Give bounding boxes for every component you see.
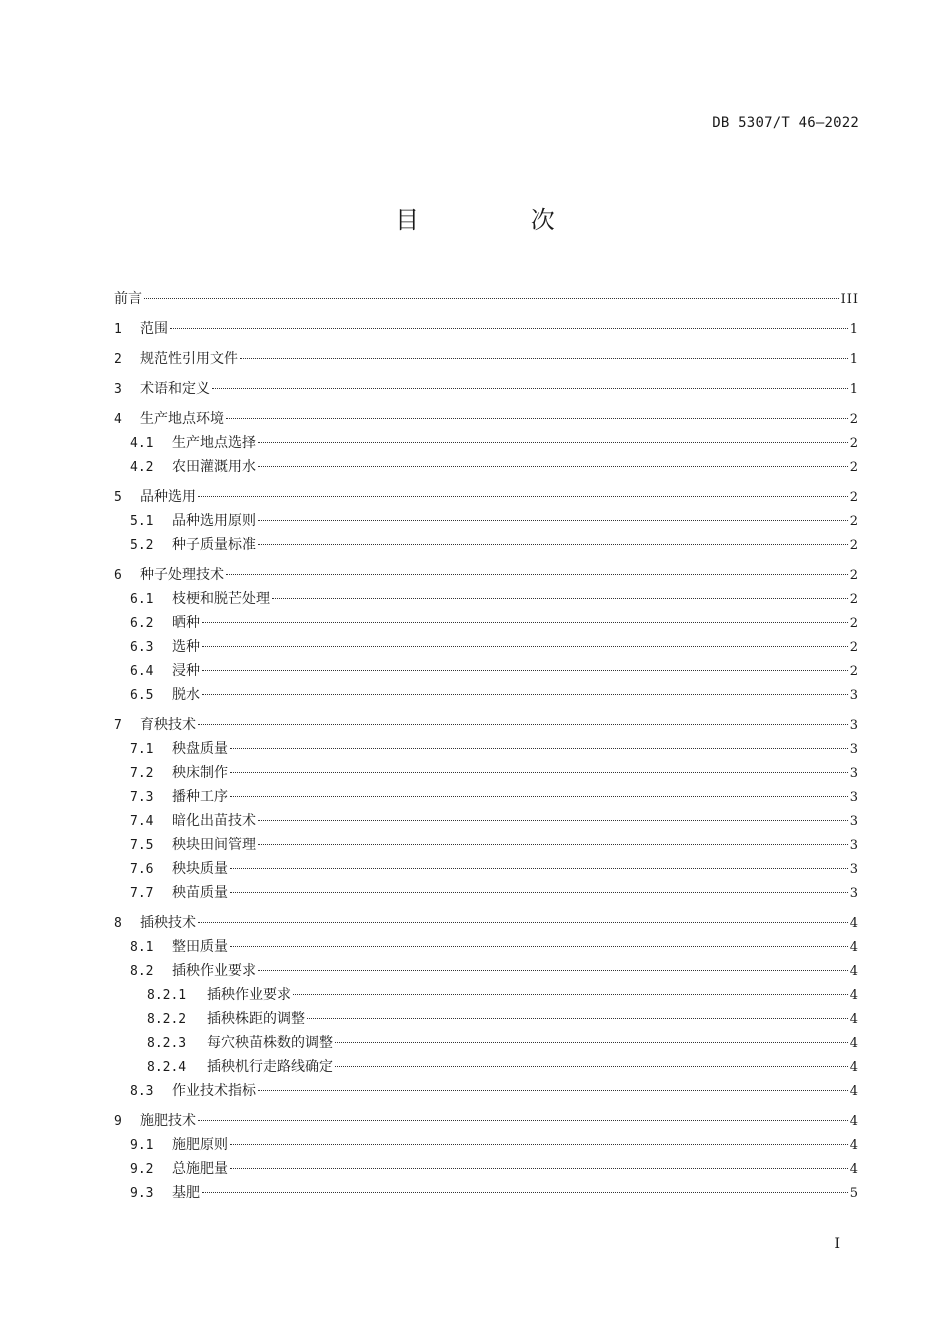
toc-entry[interactable]: [114, 881, 859, 905]
toc-entry[interactable]: [114, 785, 859, 809]
toc-dot-leader: [258, 442, 848, 443]
toc-entry[interactable]: [114, 659, 859, 683]
toc-entry-number: 3: [114, 382, 122, 397]
toc-entry-number: 8.1: [130, 940, 154, 955]
toc-entry-label: 前言: [114, 291, 142, 307]
toc-entry-label: 作业技术指标: [172, 1083, 256, 1099]
toc-dot-leader: [170, 328, 848, 329]
toc-entry-number: 1: [114, 322, 122, 337]
toc-entry-number: 7.1: [130, 742, 154, 757]
toc-entry-label: 品种选用原则: [172, 513, 256, 529]
toc-entry-page: 4: [849, 1162, 859, 1177]
toc-dot-leader: [258, 970, 848, 971]
toc-entry-label: 范围: [140, 321, 168, 337]
toc-entry[interactable]: [114, 1055, 859, 1079]
toc-entry-label: 秧块田间管理: [172, 837, 256, 853]
toc-entry[interactable]: [114, 857, 859, 881]
toc-entry-label: 育秧技术: [140, 717, 196, 733]
toc-dot-leader: [230, 868, 848, 869]
toc-dot-leader: [202, 694, 848, 695]
toc-entry-page: 1: [849, 382, 859, 397]
toc-entry-page: 2: [849, 640, 859, 655]
toc-entry[interactable]: [114, 737, 859, 761]
toc-entry[interactable]: [114, 431, 859, 455]
toc-entry-label: 浸种: [172, 663, 200, 679]
toc-entry-page: 1: [849, 322, 859, 337]
toc-entry-label: 脱水: [172, 687, 200, 703]
toc-entry[interactable]: [114, 935, 859, 959]
toc-entry[interactable]: [114, 485, 859, 509]
toc-entry-page: 4: [849, 916, 859, 931]
toc-entry-number: 9: [114, 1114, 122, 1129]
toc-entry-label: 整田质量: [172, 939, 228, 955]
toc-entry-page: 2: [849, 664, 859, 679]
toc-dot-leader: [198, 922, 848, 923]
toc-dot-leader: [230, 1144, 848, 1145]
toc-entry[interactable]: [114, 347, 859, 371]
toc-entry-page: 3: [849, 718, 859, 733]
toc-entry[interactable]: [114, 455, 859, 479]
toc-entry-page: 3: [849, 862, 859, 877]
toc-entry[interactable]: [114, 713, 859, 737]
toc-entry-label: 暗化出苗技术: [172, 813, 256, 829]
toc-entry-label: 种子处理技术: [140, 567, 224, 583]
toc-entry[interactable]: [114, 587, 859, 611]
toc-entry-number: 7.4: [130, 814, 154, 829]
toc-entry-page: 2: [849, 514, 859, 529]
toc-entry-number: 4: [114, 412, 122, 427]
toc-entry-number: 8.2.3: [147, 1036, 187, 1051]
toc-dot-leader: [335, 1066, 848, 1067]
toc-entry-number: 7.2: [130, 766, 154, 781]
toc-entry[interactable]: [114, 809, 859, 833]
toc-entry-page: 2: [849, 412, 859, 427]
toc-dot-leader: [258, 1090, 848, 1091]
toc-dot-leader: [226, 574, 848, 575]
toc-entry-page: 4: [849, 1036, 859, 1051]
toc-entry-page: III: [840, 292, 859, 307]
toc-entry[interactable]: [114, 407, 859, 431]
toc-entry-page: 4: [849, 1084, 859, 1099]
toc-dot-leader: [202, 622, 848, 623]
toc-entry-label: 插秧机行走路线确定: [207, 1059, 333, 1075]
toc-entry[interactable]: [114, 1181, 859, 1205]
toc-entry[interactable]: [114, 377, 859, 401]
toc-entry-page: 3: [849, 838, 859, 853]
toc-dot-leader: [258, 544, 848, 545]
toc-entry[interactable]: [114, 1109, 859, 1133]
toc-entry-number: 7.5: [130, 838, 154, 853]
toc-dot-leader: [272, 598, 848, 599]
toc-entry-label: 施肥原则: [172, 1137, 228, 1153]
toc-dot-leader: [258, 844, 848, 845]
toc-entry-number: 9.3: [130, 1186, 154, 1201]
toc-entry-page: 2: [849, 616, 859, 631]
toc-entry-number: 9.1: [130, 1138, 154, 1153]
toc-dot-leader: [230, 772, 848, 773]
toc-entry[interactable]: [114, 287, 859, 311]
toc-entry-number: 7.6: [130, 862, 154, 877]
toc-entry-number: 5.2: [130, 538, 154, 553]
toc-entry[interactable]: [114, 1133, 859, 1157]
toc-entry-label: 生产地点环境: [140, 411, 224, 427]
toc-entry[interactable]: [114, 833, 859, 857]
toc-entry-number: 8.2.4: [147, 1060, 187, 1075]
toc-entry-page: 2: [849, 538, 859, 553]
toc-entry-label: 插秧技术: [140, 915, 196, 931]
toc-dot-leader: [230, 1168, 848, 1169]
toc-dot-leader: [240, 358, 848, 359]
toc-entry-label: 插秧株距的调整: [207, 1011, 305, 1027]
toc-entry-number: 7.3: [130, 790, 154, 805]
toc-dot-leader: [212, 388, 848, 389]
toc-dot-leader: [202, 646, 848, 647]
toc-entry-number: 6.1: [130, 592, 154, 607]
toc-entry-label: 秧盘质量: [172, 741, 228, 757]
toc-entry-label: 插秧作业要求: [207, 987, 291, 1003]
toc-entry-label: 农田灌溉用水: [172, 459, 256, 475]
toc-entry[interactable]: [114, 509, 859, 533]
toc-entry-number: 5.1: [130, 514, 154, 529]
toc-entry-page: 2: [849, 568, 859, 583]
toc-dot-leader: [258, 820, 848, 821]
toc-entry-page: 4: [849, 1138, 859, 1153]
toc-entry[interactable]: [114, 761, 859, 785]
toc-entry-label: 术语和定义: [140, 381, 210, 397]
toc-entry-label: 规范性引用文件: [140, 351, 238, 367]
toc-dot-leader: [258, 466, 848, 467]
toc-entry-label: 施肥技术: [140, 1113, 196, 1129]
toc-entry-label: 选种: [172, 639, 200, 655]
page-number: I: [834, 1236, 840, 1252]
toc-dot-leader: [198, 1120, 848, 1121]
toc-entry-page: 2: [849, 460, 859, 475]
table-of-contents: [114, 287, 859, 1205]
toc-entry-label: 品种选用: [140, 489, 196, 505]
toc-entry-number: 6.4: [130, 664, 154, 679]
toc-entry[interactable]: [114, 1079, 859, 1103]
toc-entry-label: 秧苗质量: [172, 885, 228, 901]
toc-dot-leader: [230, 796, 848, 797]
toc-dot-leader: [258, 520, 848, 521]
toc-entry-number: 6.2: [130, 616, 154, 631]
toc-dot-leader: [202, 670, 848, 671]
toc-entry[interactable]: [114, 533, 859, 557]
toc-entry-page: 4: [849, 1114, 859, 1129]
toc-entry-number: 5: [114, 490, 122, 505]
toc-entry-number: 8: [114, 916, 122, 931]
toc-entry[interactable]: [114, 611, 859, 635]
toc-dot-leader: [293, 994, 848, 995]
toc-entry-label: 播种工序: [172, 789, 228, 805]
document-code: DB 5307/T 46—2022: [712, 115, 859, 131]
toc-entry-label: 秧块质量: [172, 861, 228, 877]
toc-entry-page: 3: [849, 688, 859, 703]
toc-dot-leader: [335, 1042, 848, 1043]
toc-entry-page: 3: [849, 790, 859, 805]
toc-entry-number: 8.2.2: [147, 1012, 187, 1027]
toc-entry[interactable]: [114, 635, 859, 659]
toc-entry-page: 3: [849, 742, 859, 757]
toc-entry-number: 8.3: [130, 1084, 154, 1099]
toc-entry-page: 2: [849, 436, 859, 451]
toc-entry-page: 1: [849, 352, 859, 367]
toc-entry-number: 6.3: [130, 640, 154, 655]
toc-dot-leader: [230, 892, 848, 893]
toc-entry-number: 8.2.1: [147, 988, 187, 1003]
toc-entry-number: 2: [114, 352, 122, 367]
toc-dot-leader: [307, 1018, 848, 1019]
toc-entry-page: 4: [849, 1012, 859, 1027]
toc-entry[interactable]: [114, 563, 859, 587]
toc-entry-page: 4: [849, 964, 859, 979]
toc-entry-label: 每穴秧苗株数的调整: [207, 1035, 333, 1051]
toc-dot-leader: [198, 724, 848, 725]
toc-entry-label: 种子质量标准: [172, 537, 256, 553]
toc-entry-label: 插秧作业要求: [172, 963, 256, 979]
toc-entry[interactable]: [114, 683, 859, 707]
toc-entry-page: 5: [849, 1186, 859, 1201]
toc-dot-leader: [230, 946, 848, 947]
toc-entry-page: 3: [849, 814, 859, 829]
toc-entry-label: 枝梗和脱芒处理: [172, 591, 270, 607]
toc-entry-number: 6: [114, 568, 122, 583]
toc-entry[interactable]: [114, 1157, 859, 1181]
page-title: 目 次: [395, 206, 607, 234]
toc-entry[interactable]: [114, 983, 859, 1007]
toc-dot-leader: [230, 748, 848, 749]
toc-entry-label: 晒种: [172, 615, 200, 631]
toc-entry-page: 4: [849, 988, 859, 1003]
toc-entry-page: 4: [849, 940, 859, 955]
toc-dot-leader: [202, 1192, 848, 1193]
toc-entry[interactable]: [114, 911, 859, 935]
toc-entry[interactable]: [114, 959, 859, 983]
toc-entry[interactable]: [114, 1007, 859, 1031]
toc-entry-page: 3: [849, 766, 859, 781]
toc-entry[interactable]: [114, 1031, 859, 1055]
toc-entry-page: 2: [849, 592, 859, 607]
toc-dot-leader: [198, 496, 848, 497]
toc-entry-number: 6.5: [130, 688, 154, 703]
toc-entry[interactable]: [114, 317, 859, 341]
toc-entry-label: 基肥: [172, 1185, 200, 1201]
toc-entry-number: 7: [114, 718, 122, 733]
toc-dot-leader: [226, 418, 848, 419]
toc-dot-leader: [144, 298, 839, 299]
toc-entry-label: 总施肥量: [172, 1161, 228, 1177]
toc-entry-number: 8.2: [130, 964, 154, 979]
toc-entry-number: 4.2: [130, 460, 154, 475]
toc-entry-label: 秧床制作: [172, 765, 228, 781]
toc-entry-page: 2: [849, 490, 859, 505]
toc-entry-number: 9.2: [130, 1162, 154, 1177]
toc-entry-number: 4.1: [130, 436, 154, 451]
toc-entry-page: 4: [849, 1060, 859, 1075]
toc-entry-label: 生产地点选择: [172, 435, 256, 451]
toc-entry-number: 7.7: [130, 886, 154, 901]
toc-entry-page: 3: [849, 886, 859, 901]
